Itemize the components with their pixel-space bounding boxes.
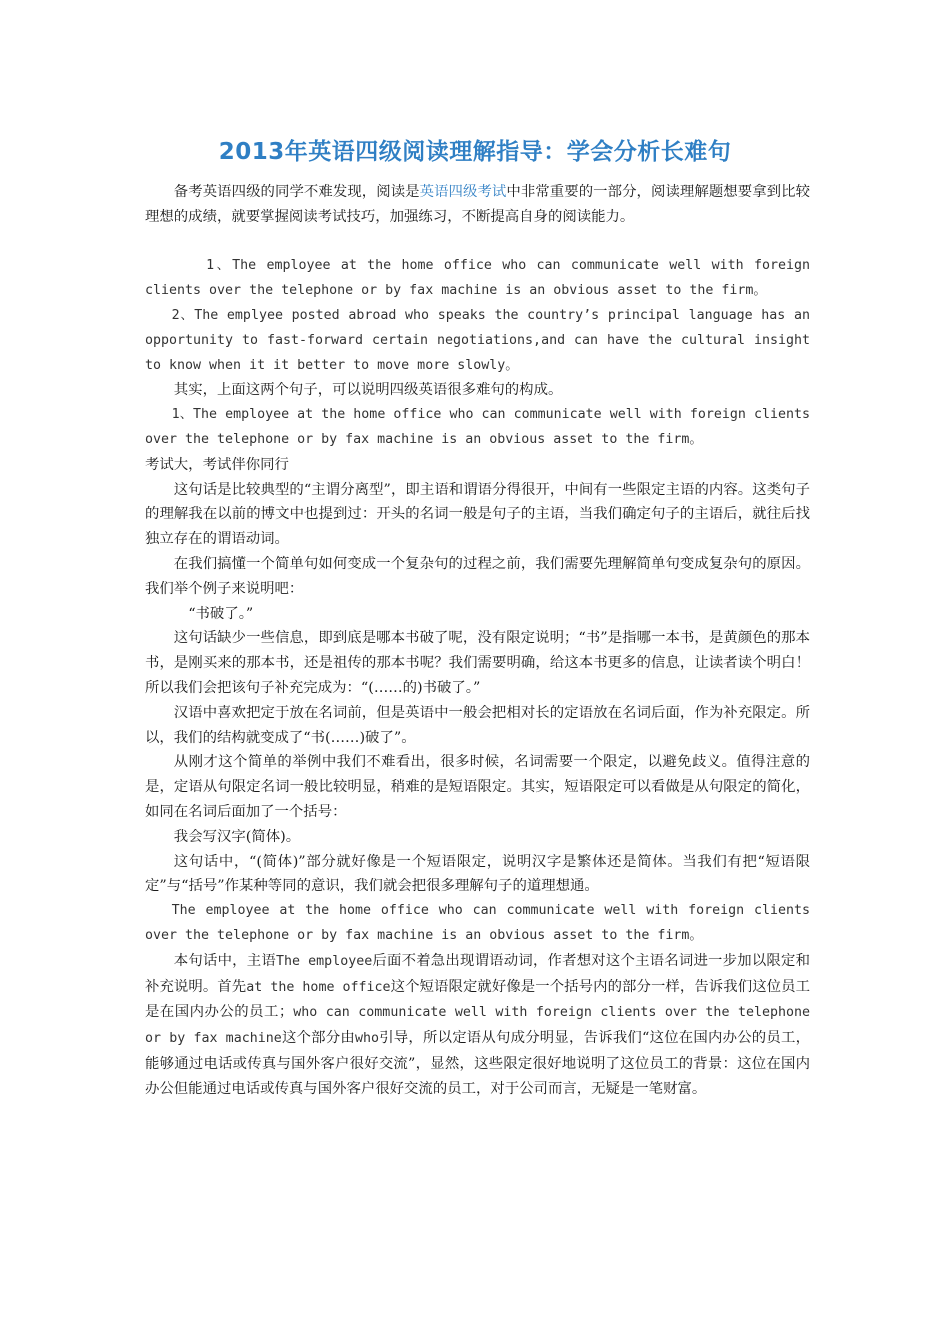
paragraph-typical: 这句话是比较典型的“主谓分离型”，即主语和谓语分得很开，中间有一些限定主语的内容。这类句子的理解我在以前的博文中也提到过：开头的名词一般是句子的主语，当我们确定句子的主语后，就往后找独立存在的谓语动词。: [145, 481, 810, 548]
intro-paragraph: [145, 180, 810, 230]
paragraph-before: 在我们搞懂一个简单句如何变成一个复杂句的过程之前，我们需要先理解简单句变成复杂句的原因。我们举个例子来说明吧：: [145, 555, 810, 597]
paragraph-explain: 这句话中，“(简体)”部分就好像是一个短语限定，说明汉字是繁体还是简体。当我们有把“短语限定”与“括号”作某种等同的意识，我们就会把很多理解句子的道理想通。: [145, 853, 810, 895]
analysis-text-3: 这个短语限定就好像是一个括号内的部分一样，告诉我们这位员工是在国内办公的员工；: [145, 978, 810, 1021]
paragraph-missing-info: 这句话缺少一些信息，即到底是哪本书破了呢，没有限定说明；“书”是指哪一本书，是黄颜色的那本书，是刚买来的那本书，还是祖传的那本书呢？我们需要明确，给这本书更多的信息，让读者读个明白！ 所以我们会把该句子补充完成为：“(……的)书破了。”: [145, 630, 839, 696]
article-body: [145, 180, 839, 1101]
quote-book-broken: “书破了。”: [188, 605, 254, 622]
analysis-term-phrase: at the home office: [246, 979, 391, 995]
slogan-line: 考试大，考试伴你同行: [145, 456, 289, 473]
intro-text-after: 中非常重要的一部分，阅读理解题想要拿到比较理想的成绩，就要掌握阅读考试技巧，加强练习，不断提高自身的阅读能力。: [145, 184, 810, 225]
intro-text-before: 备考英语四级的同学不难发现，阅读是: [173, 184, 420, 200]
example-sentence-2: 2、The emplyee posted abroad who speaks the country’s principal language has an opportunity to fast-forward certain negotiations,and can have the cultural insight to know when it it better to move more slowly。: [145, 307, 810, 373]
article-title: 2013年英语四级阅读理解指导：学会分析长难句: [218, 139, 732, 165]
analysis-term-clause: who can communicate well with foreign clients over the telephone or by fax machine: [145, 1005, 810, 1047]
example-sentence-1: 1、The employee at the home office who can communicate well with foreign clients over the telephone or by fax machine is an obvious asset to the firm。: [145, 258, 810, 299]
example-sentence-1-plain: The employee at the home office who can communicate well with foreign clients over the telephone or by fax machine is an obvious asset to the firm。: [145, 903, 810, 943]
analysis-term-who: who: [354, 1031, 379, 1047]
paragraph-actually: 其实，上面这两个句子，可以说明四级英语很多难句的构成。: [173, 382, 563, 399]
analysis-text-4: 这个部分由: [281, 1030, 355, 1047]
paragraph-analysis: [145, 949, 810, 1102]
cet4-exam-link[interactable]: 英语四级考试: [419, 184, 507, 200]
paragraph-example-hanzi: 我会写汉字(简体)。: [173, 828, 301, 845]
analysis-text-2: 后面不着急出现谓语动词，作者想对这个主语名词进一步加以限定和补充说明。首先: [145, 952, 810, 995]
analysis-term-subject: The employee: [275, 953, 373, 969]
example-sentence-1-repeat: 1、The employee at the home office who can communicate well with foreign clients over the telephone or by fax machine is an obvious asset to the firm。: [145, 407, 810, 447]
analysis-text-1: 本句话中，主语: [173, 952, 276, 969]
analysis-text-5: 引导，所以定语从句成分明显，告诉我们“这位在国内办公的员工，能够通过电话或传真与国外客户很好交流”，显然，这些限定很好地说明了这位员工的背景：这位在国内办公但能通过电话或传真与国外客户很好交流的员工，对于公司而言，无疑是一笔财富。: [145, 1030, 810, 1097]
paragraph-chinese-order: 汉语中喜欢把定于放在名词前，但是英语中一般会把相对长的定语放在名词后面，作为补充限定。所以，我们的结构就变成了“书(……)破了”。: [145, 704, 810, 746]
paragraph-from-example: 从刚才这个简单的举例中我们不难看出，很多时候，名词需要一个限定，以避免歧义。值得注意的是，定语从句限定名词一般比较明显，稍难的是短语限定。其实，短语限定可以看做是从句限定的简化，如同在名词后面加了一个括号：: [145, 754, 810, 820]
